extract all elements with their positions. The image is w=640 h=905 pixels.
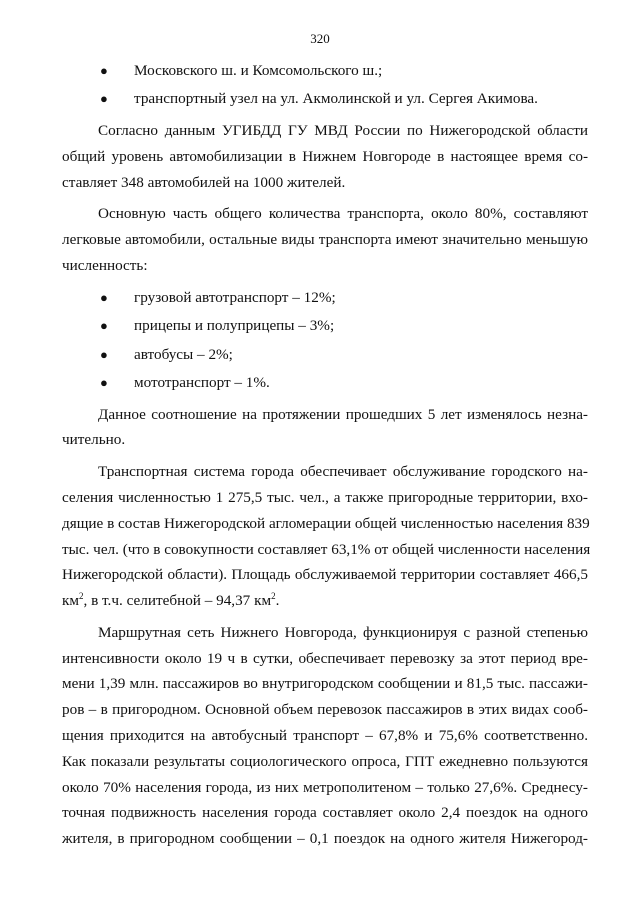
text-fragment: . [275,592,280,610]
bullet-icon: ● [100,63,108,78]
list-item [62,342,588,368]
text-fragment: , в т.ч. селитебной – 94,37 км [83,592,272,610]
text-fragment: км [62,592,79,610]
text-line: точная подвижность населения города составляет около 2,4 поездок на одного [62,804,588,822]
list-item [62,285,588,311]
page-content [62,58,591,854]
list-item [62,313,588,339]
text-line: Основную часть общего количества транспорта, около 80%, составляют [98,205,588,223]
bullet-icon: ● [100,318,108,334]
text-line: жителя, в пригородном сообщении – 0,1 поездок на одного жителя Нижегород- [62,830,588,848]
text-line: дящие в состав Нижегородской агломерации общей численностью населения 839 [62,514,590,532]
text-line: Нижегородской области). Площадь обслуживаемой территории составляет 466,5 [62,566,588,584]
text-line: общий уровень автомобилизации в Нижнем Новгороде в настоящее время со- [62,147,588,165]
text-line: селения численностью 1 275,5 тыс. чел., а также пригородные территории, вхо- [62,488,588,506]
bullet-icon: ● [100,374,108,390]
paragraph-transport-share [62,201,588,278]
paragraph-transport-system [62,459,591,614]
text-line: тыс. чел. (что в совокупности составляет 63,1% от общей численности населения [62,540,591,558]
list-item-text: прицепы и полуприцепы – 3%; [134,317,335,335]
superscript: 2 [79,591,84,602]
text-line: численность: [62,256,148,274]
list-item-text: автобусы – 2%; [134,345,233,363]
paragraph-route-network [62,620,588,852]
text-line: легковые автомобили, остальные виды транспорта имеют значительно меньшую [62,231,588,249]
list-item-text: Московского ш. и Комсомольского ш.; [134,62,383,79]
paragraph-ratio [62,402,588,454]
text-line: Согласно данным УГИБДД ГУ МВД России по Нижегородской области [98,121,588,139]
page-number: 320 [310,31,330,46]
text-line [62,588,588,614]
text-line: мени 1,39 млн. пассажиров во внутригородском сообщении и 81,5 тыс. пассажи- [62,675,588,693]
text-line: интенсивности около 19 ч в сутки, обеспечивает перевозку за этот период вре- [62,649,588,667]
list-item [62,58,588,84]
text-line: Как показали результаты социологического опроса, ГПТ ежедневно пользуются [62,752,588,770]
text-line: щения приходится на автобусный транспорт – 67,8% и 75,6% соответственно. [62,727,588,745]
list-item [62,370,588,396]
superscript: 2 [271,591,276,602]
bullet-icon: ● [100,91,108,107]
text-line: около 70% населения города, из них метрополитеном – только 27,6%. Среднесу- [62,778,588,796]
list-item-text: мототранспорт – 1%. [134,373,270,391]
bullet-icon: ● [100,346,108,362]
text-line: Данное соотношение на протяжении прошедших 5 лет изменялось незна- [98,405,588,423]
text-line: чительно. [62,431,126,449]
list-item-text: транспортный узел на ул. Акмолинской и ул. Сергея Акимова. [134,90,538,108]
list-item-text: грузовой автотранспорт – 12%; [134,289,336,307]
text-line: Транспортная система города обеспечивает обслуживание городского на- [98,463,588,481]
bullet-icon: ● [100,290,108,306]
text-line: ров – в пригородном. Основной объем перевозок пассажиров в этих видах сооб- [62,701,588,719]
text-line: Маршрутная сеть Нижнего Новгорода, функционируя с разной степенью [98,623,588,641]
text-line: ставляет 348 автомобилей на 1000 жителей. [62,173,346,191]
paragraph-automobilization [62,118,588,195]
list-item [62,86,588,112]
